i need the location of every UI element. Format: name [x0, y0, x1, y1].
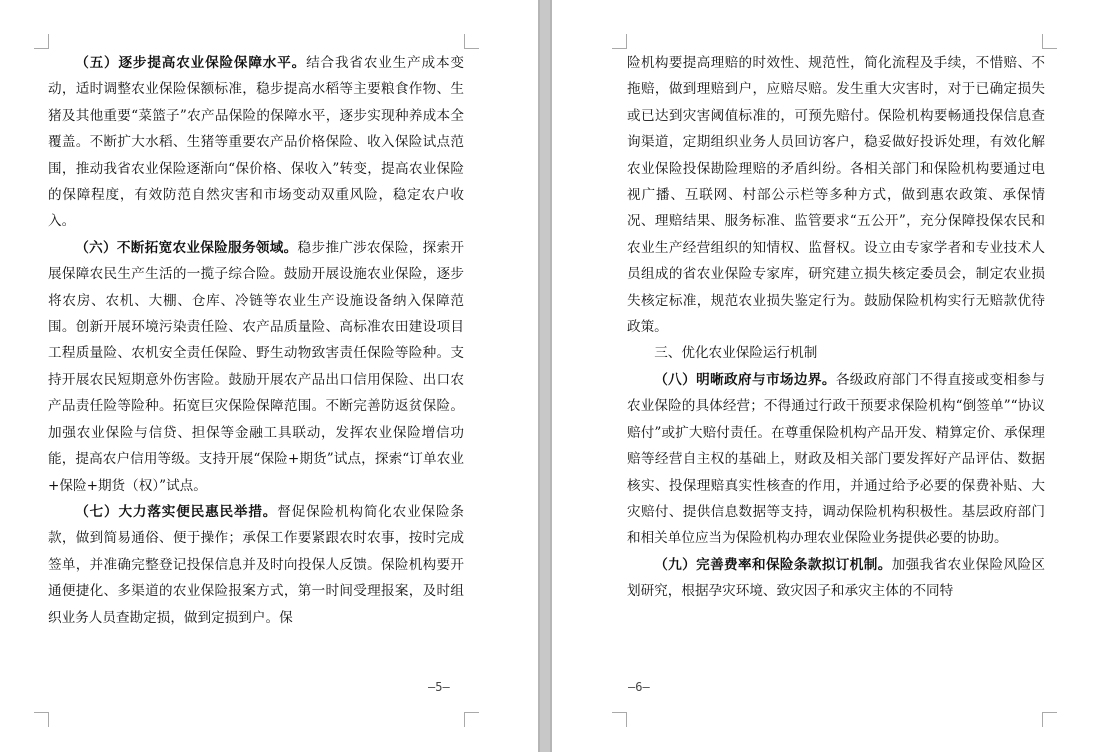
crop-mark: [1042, 34, 1057, 49]
paragraph-body: 各级政府部门不得直接或变相参与农业保险的具体经营；不得通过行政干预要求保险机构“倒签单”“协议赔付”或扩大赔付责任。在尊重保险机构产品开发、精算定价、承保理赔等经营自主权的基础上，财政及相关部门要发挥好产品评估、数据核实、投保理赔真实性核查的作用，并通过给予必要的保费补贴、大灾赔付、提供信息数据等支持，调动保险机构积极性。基层政府部门和相关单位应当为保险机构办理农业保险业务提供必要的协助。: [627, 371, 1046, 547]
paragraph: [48, 235, 464, 499]
paragraph: [627, 552, 1045, 605]
crop-mark: [464, 34, 479, 49]
crop-mark: [612, 712, 627, 727]
crop-mark: [34, 34, 49, 49]
paragraph-body: 稳步推广涉农保险，探索开展保障农民生产生活的一揽子综合险。鼓励开展设施农业保险，逐步将农房、农机、大棚、仓库、冷链等农业生产设施设备纳入保障范围。创新开展环境污染责任险、农产品质量险、高标准农田建设项目工程质量险、农机安全责任保险、野生动物致害责任保险等险种。支持开展农民短期意外伤害险。鼓励开展农产品出口信用保险、出口农产品责任险等险种。拓宽巨灾保险保障范围。不断完善防返贫保险。加强农业保险与信贷、担保等金融工具联动，发挥农业保险增信功能，提高农户信用等级。支持开展“保险+期货”试点，探索“订单农业+保险+期货（权）”试点。: [48, 239, 465, 494]
paragraph-heading: （八）明晰政府与市场边界。: [654, 371, 836, 388]
paragraph-heading: （九）完善费率和保险条款拟订机制。: [654, 556, 892, 573]
paragraph: [48, 499, 464, 631]
section-heading: 三、优化农业保险运行机制: [654, 345, 818, 362]
crop-mark: [612, 34, 627, 49]
page-number: —5—: [428, 680, 450, 694]
paragraph: [627, 50, 1045, 340]
paragraph-heading: （七）大力落实便民惠民举措。: [75, 503, 278, 520]
paragraph-body: 加强我省农业保险风险区划研究，根据孕灾环境、致灾因子和承灾主体的不同特: [627, 556, 1046, 600]
document-page-5: [0, 0, 538, 752]
page-body: [627, 50, 1045, 605]
paragraph: [48, 50, 464, 235]
document-page-6: [552, 0, 1098, 752]
crop-mark: [1042, 712, 1057, 727]
paragraph-heading: （六）不断拓宽农业保险服务领域。: [75, 239, 298, 256]
paragraph-body: 结合我省农业生产成本变动，适时调整农业保险保额标准，稳步提高水稻等主要粮食作物、生猪及其他重要“菜篮子”农产品保险的保障水平，逐步实现种养成本全覆盖。不断扩大水稻、生猪等重要农产品价格保险、收入保险试点范围，推动我省农业保险逐渐向“保价格、保收入”转变，提高农业保险的保障程度，有效防范自然灾害和市场变动双重风险，稳定农户收入。: [48, 55, 465, 230]
crop-mark: [34, 712, 49, 727]
paragraph-body: 督促保险机构简化农业保险条款，做到简易通俗、便于操作；承保工作要紧跟农时农事，按时完成签单，并准确完整登记投保信息并及时向投保人反馈。保险机构要开通便捷化、多渠道的农业保险报案方式，第一时间受理报案，及时组织业务人员查勘定损，做到定损到户。保: [48, 503, 465, 626]
page-body: [48, 50, 464, 631]
page-gutter: [538, 0, 552, 752]
page-number: —6—: [628, 680, 650, 694]
paragraph: [627, 367, 1045, 552]
paragraph-heading: （五）逐步提高农业保险保障水平。: [75, 55, 307, 71]
paragraph-body: 险机构要提高理赔的时效性、规范性，简化流程及手续，不惜赔、不拖赔，做到理赔到户，应赔尽赔。发生重大灾害时，对于已确定损失或已达到灾害阈值标准的，可预先赔付。保险机构要畅通投保信息查询渠道，定期组织业务人员回访客户，稳妥做好投诉处理，有效化解农业保险投保勘险理赔的矛盾纠纷。各相关部门和保险机构要通过电视广播、互联网、村部公示栏等多种方式，做到惠农政策、承保情况、理赔结果、服务标准、监管要求“五公开”，充分保障投保农民和农业生产经营组织的知情权、监督权。设立由专家学者和专业技术人员组成的省农业保险专家库，研究建立损失核定委员会，制定农业损失核定标准，规范农业损失鉴定行为。鼓励保险机构实行无赔款优待政策。: [627, 55, 1045, 336]
crop-mark: [464, 712, 479, 727]
